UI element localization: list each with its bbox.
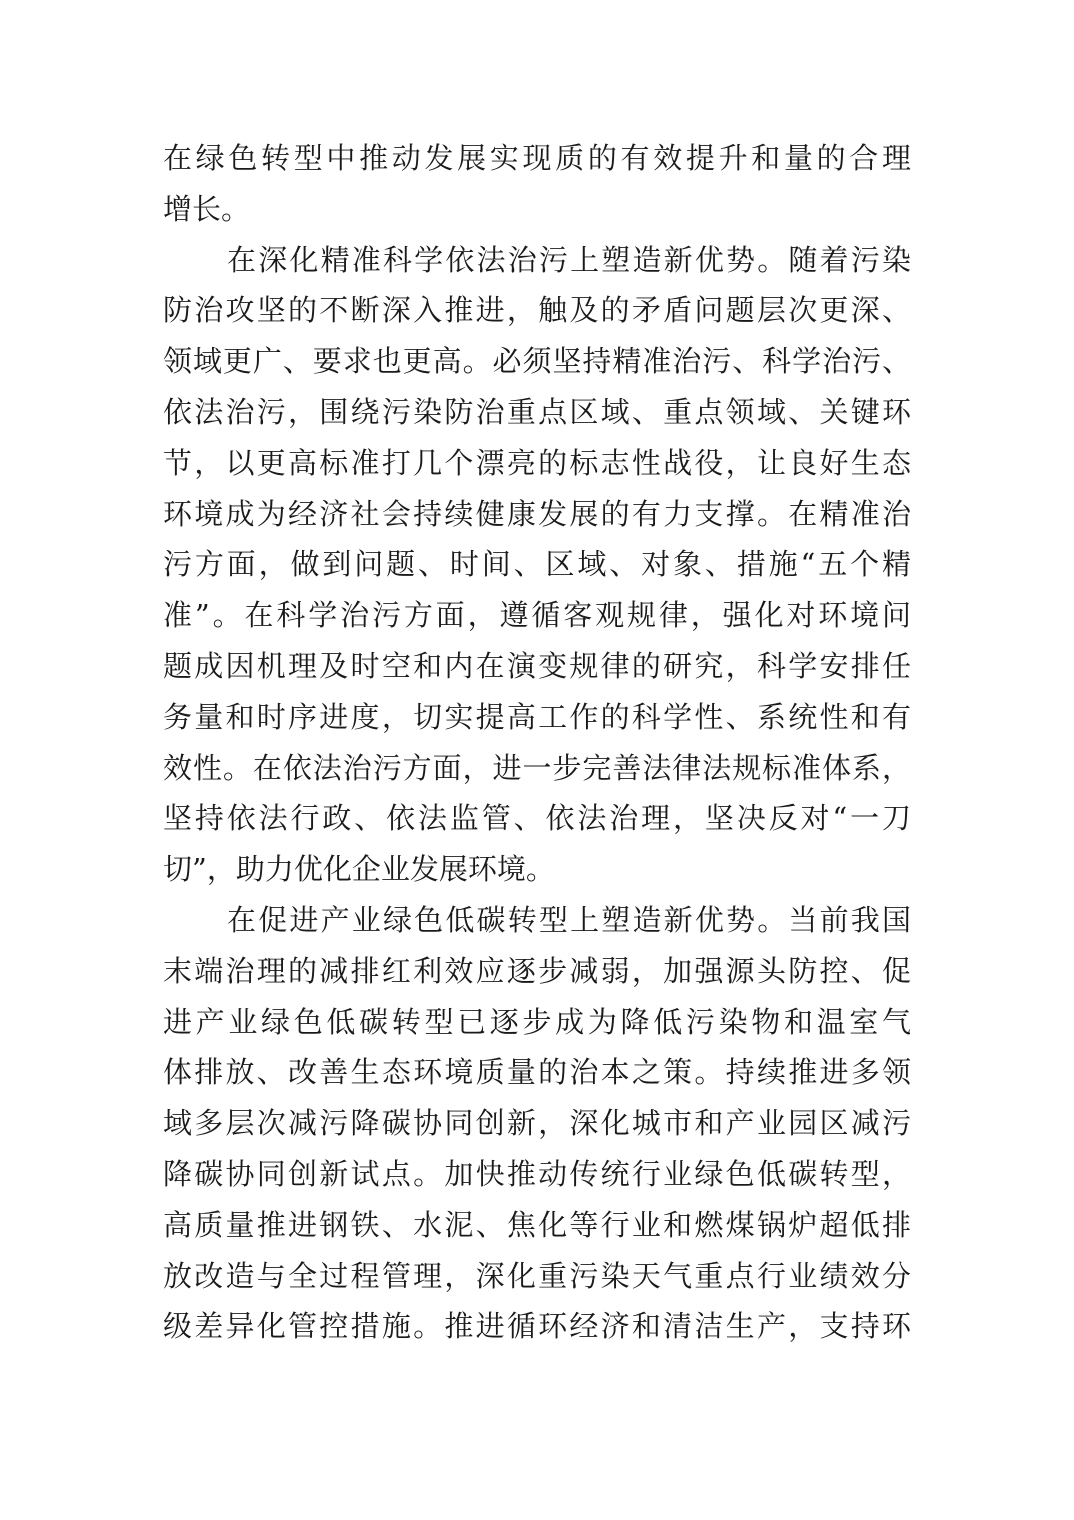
text-line: 末端治理的减排红利效应逐步减弱，加强源头防控、促 — [163, 953, 911, 988]
text-line: 在深化精准科学依法治污上塑造新优势。随着污染 — [227, 242, 911, 277]
text-line: 在促进产业绿色低碳转型上塑造新优势。当前我国 — [227, 902, 911, 937]
text-line: 防治攻坚的不断深入推进，触及的矛盾问题层次更深、 — [163, 293, 911, 328]
text-line: 坚持依法行政、依法监管、依法治理，坚决反对“一刀 — [163, 801, 911, 836]
text-line: 环境成为经济社会持续健康发展的有力支撑。在精准治 — [163, 496, 911, 531]
body-text — [163, 133, 911, 1352]
text-line: 切”，助力优化企业发展环境。 — [163, 852, 555, 887]
text-line: 节，以更高标准打几个漂亮的标志性战役，让良好生态 — [163, 445, 911, 480]
text-line: 准”。在科学治污方面，遵循客观规律，强化对环境问 — [163, 598, 911, 633]
text-line: 在绿色转型中推动发展实现质的有效提升和量的合理 — [163, 141, 911, 175]
text-line: 级差异化管控措施。推进循环经济和清洁生产，支持环 — [163, 1309, 911, 1344]
text-line: 增长。 — [163, 191, 251, 226]
text-line: 体排放、改善生态环境质量的治本之策。持续推进多领 — [163, 1055, 911, 1090]
text-line: 进产业绿色低碳转型已逐步成为降低污染物和温室气 — [163, 1004, 911, 1039]
text-line: 污方面，做到问题、时间、区域、对象、措施“五个精 — [163, 547, 911, 582]
text-line: 领域更广、要求也更高。必须坚持精准治污、科学治污、 — [163, 344, 911, 379]
text-line: 务量和时序进度，切实提高工作的科学性、系统性和有 — [163, 699, 911, 734]
text-line: 效性。在依法治污方面，进一步完善法律法规标准体系， — [163, 750, 911, 785]
text-line: 降碳协同创新试点。加快推动传统行业绿色低碳转型， — [163, 1156, 911, 1191]
text-line: 题成因机理及时空和内在演变规律的研究，科学安排任 — [163, 648, 911, 683]
text-line: 高质量推进钢铁、水泥、焦化等行业和燃煤锅炉超低排 — [163, 1207, 911, 1242]
text-line: 域多层次减污降碳协同创新，深化城市和产业园区减污 — [163, 1106, 911, 1141]
text-line: 依法治污，围绕污染防治重点区域、重点领域、关键环 — [163, 394, 911, 429]
text-line: 放改造与全过程管理，深化重污染天气重点行业绩效分 — [163, 1258, 911, 1293]
